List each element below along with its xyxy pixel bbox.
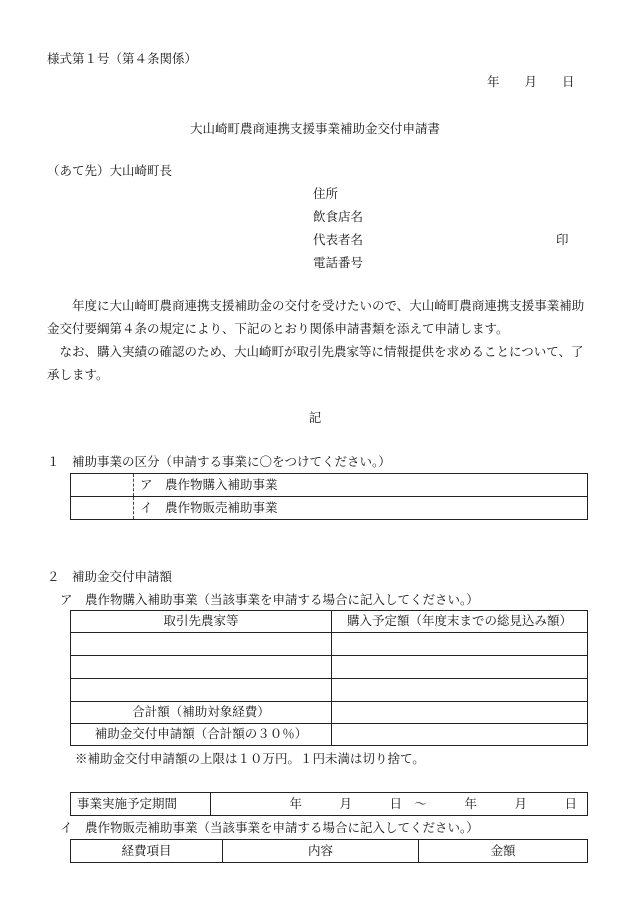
addressee: （あて先）大山崎町長 (47, 163, 173, 178)
restaurant-label: 飲食店名 (313, 209, 364, 224)
address-label: 住所 (313, 186, 339, 201)
table-row (71, 656, 588, 679)
circle-mark-cell[interactable] (71, 474, 134, 497)
category-option: ア 農作物購入補助事業 (134, 474, 588, 497)
col-header-expense-item: 経費項目 (71, 840, 223, 863)
body-paragraph-1: 年度に大山崎町農商連携支援補助金の交付を受けたいので、大山崎町農商連携支援事業補助金交付要綱第４条の規定により、下記のとおり関係申請書類を添えて申請します。 (47, 298, 585, 336)
amount-cell[interactable] (332, 679, 588, 702)
grant-limit-note: ※補助金交付申請額の上限は１０万円。１円未満は切り捨て。 (75, 751, 425, 766)
section1-heading: １ 補助事業の区分（申請する事業に〇をつけてください。） (47, 454, 391, 469)
col-header-sum: 金額 (419, 840, 588, 863)
table-row (71, 474, 588, 497)
section2-sub-a: ア 農作物購入補助事業（当該事業を申請する場合に記入してください。） (60, 592, 479, 607)
section1-table (70, 473, 588, 520)
period-table (70, 792, 588, 816)
col-header-farmer: 取引先農家等 (71, 611, 332, 633)
farmer-cell[interactable] (71, 679, 332, 702)
table-row (71, 724, 588, 746)
grant-label: 補助金交付申請額（合計額の３０％） (71, 724, 332, 746)
grant-amount-cell[interactable] (332, 724, 588, 746)
representative-label: 代表者名 (313, 232, 364, 247)
sales-table (70, 839, 588, 863)
amount-cell[interactable] (332, 633, 588, 656)
phone-label: 電話番号 (313, 255, 364, 270)
table-row (71, 679, 588, 702)
period-value[interactable]: 年 月 日 〜 年 月 日 (211, 793, 588, 816)
table-row (71, 840, 588, 863)
form-number: 様式第１号（第４条関係） (47, 51, 198, 66)
table-row (71, 702, 588, 724)
farmer-cell[interactable] (71, 656, 332, 679)
section2-sub-i: イ 農作物販売補助事業（当該事業を申請する場合に記入してください。） (60, 820, 479, 835)
purchase-table (70, 610, 588, 746)
table-row (71, 793, 588, 816)
circle-mark-cell[interactable] (71, 497, 134, 520)
col-header-amount: 購入予定額（年度末までの総見込み額） (332, 611, 588, 633)
date-line: 年 月 日 (487, 74, 575, 89)
farmer-cell[interactable] (71, 633, 332, 656)
period-label: 事業実施予定期間 (71, 793, 211, 816)
seal-mark: 印 (556, 232, 569, 247)
body-paragraph-2: なお、購入実績の確認のため、大山崎町が取引先農家等に情報提供を求めることについて、了承します。 (47, 344, 584, 382)
total-amount-cell[interactable] (332, 702, 588, 724)
table-row (71, 611, 588, 633)
total-label: 合計額（補助対象経費） (71, 702, 332, 724)
section2-heading: ２ 補助金交付申請額 (47, 569, 173, 584)
ki-marker: 記 (308, 410, 322, 425)
table-row (71, 633, 588, 656)
amount-cell[interactable] (332, 656, 588, 679)
document-title: 大山崎町農商連携支援事業補助金交付申請書 (189, 121, 440, 136)
col-header-content: 内容 (223, 840, 419, 863)
table-row (71, 497, 588, 520)
category-option: イ 農作物販売補助事業 (134, 497, 588, 520)
